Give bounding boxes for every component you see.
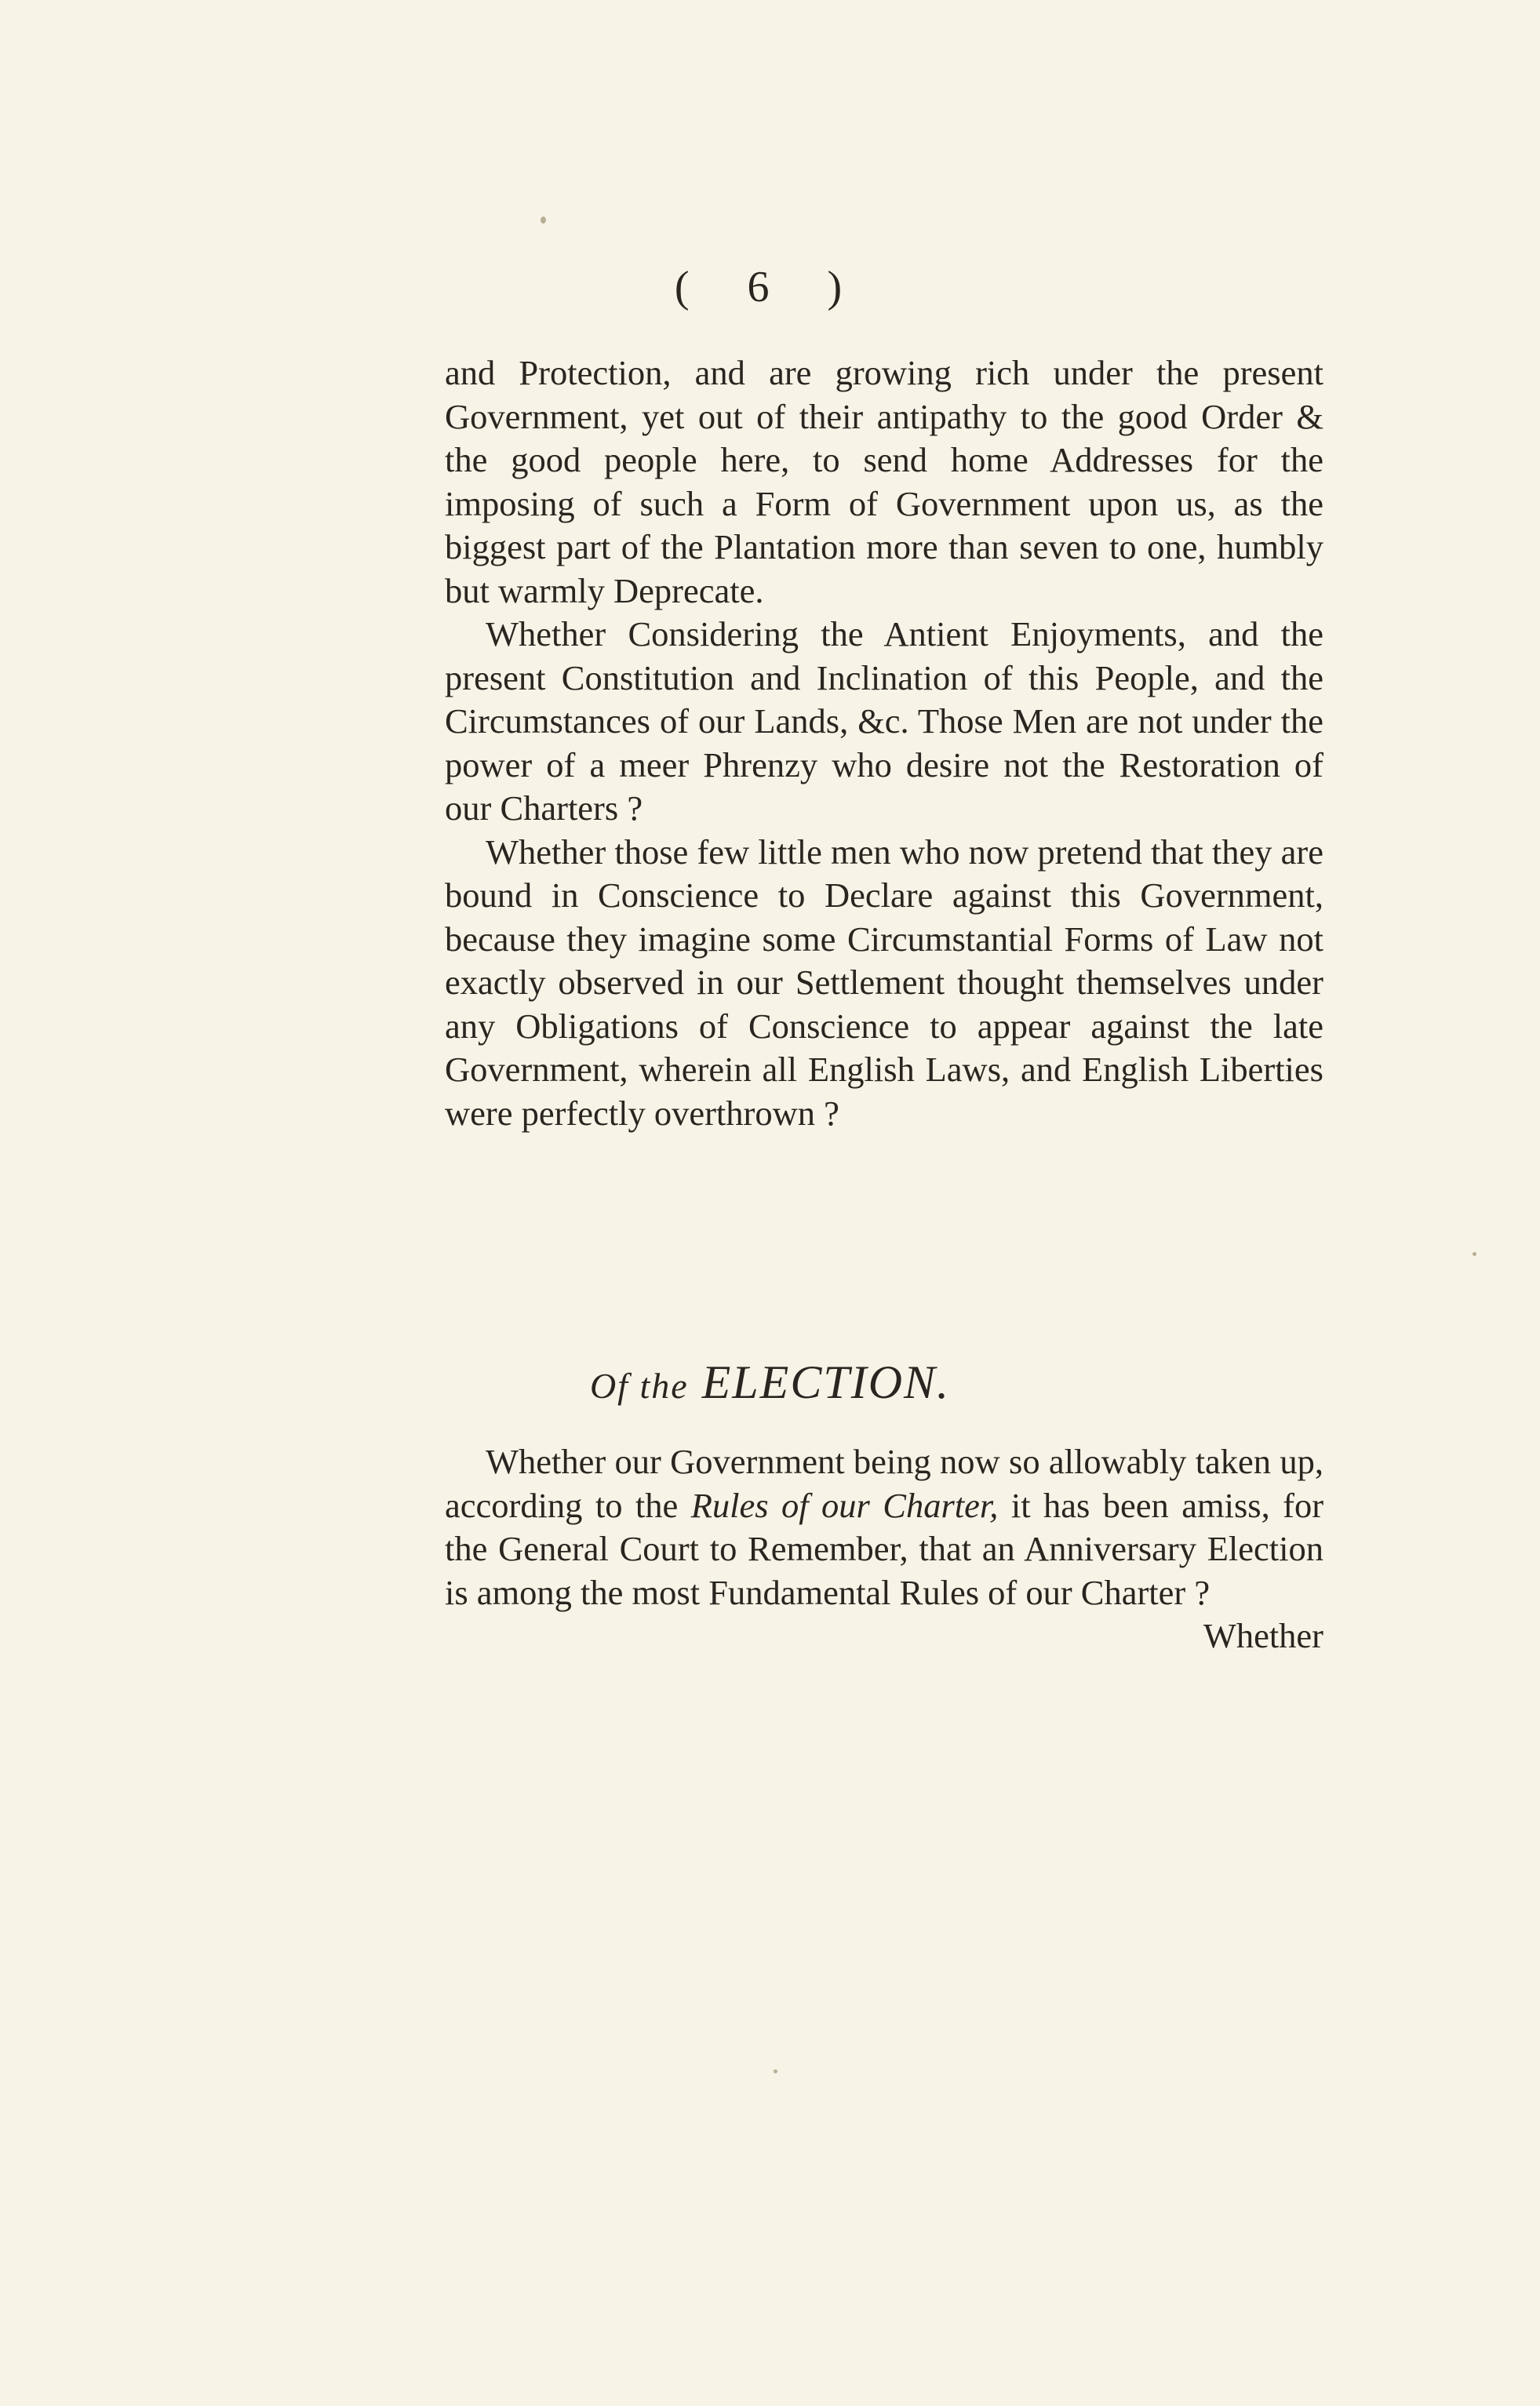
- body-text-top: [445, 351, 1323, 1135]
- catchword: Whether: [1203, 1616, 1323, 1655]
- paragraph-whether-conscience: Whether those few little men who now pretend that they are bound in Conscience to Declare against this Government, because they imagine some Circumstantial Forms of Law not exactly observed in our Settlement thought themselves under any Obligations of Conscience to appear against the late Government, wherein all English Laws, and English Liberties were perfectly overthrown ?: [445, 832, 1323, 1133]
- page-number: ( 6 ): [674, 263, 866, 311]
- paragraph-election-end: it has been amiss, for the General Court to Remember, that an Anniversary Election is among the most Fundamental Rules of our Charter ?: [445, 1485, 1324, 1612]
- ink-speck: [541, 217, 546, 224]
- paragraph-election: [445, 1440, 1323, 1614]
- paragraph-continuation: and Protection, and are growing rich under the present Government, yet out of their antipathy to the good Order & the good people here, to send home Addresses for the imposing of such a Form of Government upon us, as the biggest part of the Plantation more than seven to one, humbly but warmly Deprecate.: [445, 353, 1323, 610]
- paragraph-whether-constitution: Whether Considering the Antient Enjoyments, and the present Constitution and Inclination of this People, and the Circumstances of our Lands, &c. Those Men are not under the power of a meer Phrenzy who desire not the Restoration of our Charters ?: [445, 614, 1323, 828]
- section-heading: [0, 1356, 1540, 1408]
- paragraph-election-start: Whether our Government being now so allowably taken up, according to the: [445, 1442, 1323, 1525]
- heading-title: ELECTION.: [701, 1356, 951, 1408]
- paragraph-election-italic: Rules of our Charter,: [690, 1485, 999, 1525]
- ink-speck: [774, 2069, 777, 2073]
- ink-speck: [1473, 1252, 1476, 1256]
- heading-prefix: Of the: [589, 1366, 689, 1406]
- body-text-bottom: [445, 1440, 1323, 1658]
